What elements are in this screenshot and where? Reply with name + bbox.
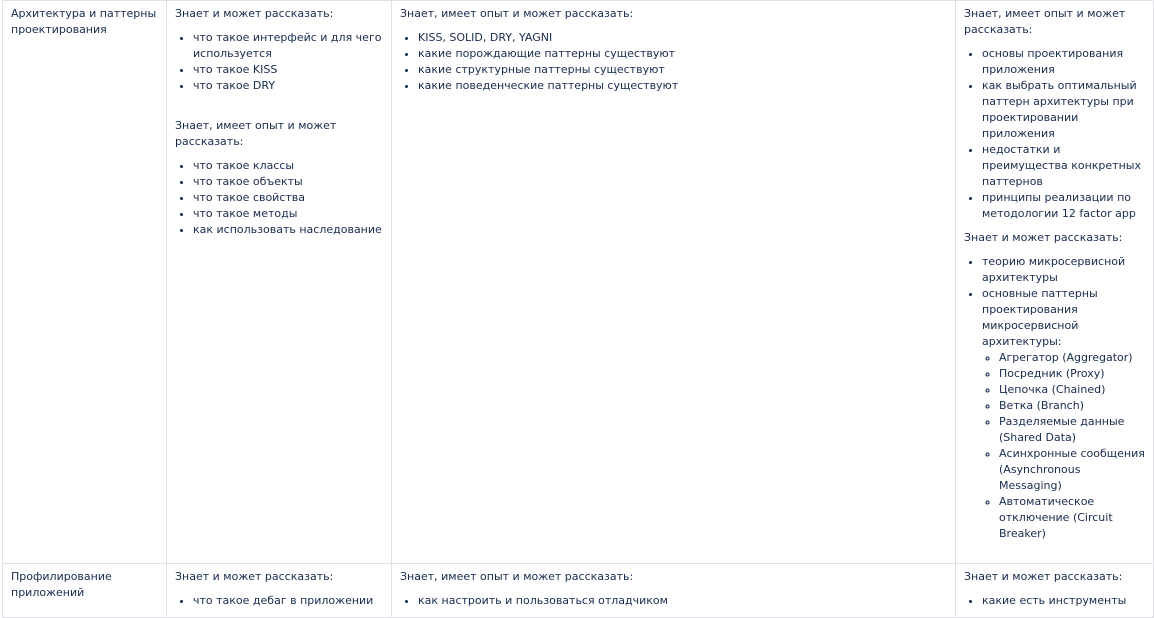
list-item: • недостатки и преимущества конкретных паттернов <box>982 142 1145 190</box>
list-item: • KISS, SOLID, DRY, YAGNI <box>418 30 947 46</box>
topic-label: Профилирование приложений <box>11 570 112 599</box>
level-cell <box>956 1 1154 564</box>
list-item <box>982 286 1145 542</box>
topic-cell <box>3 1 167 564</box>
list-item: • что такое классы <box>193 158 383 174</box>
bullet-list <box>964 254 1145 542</box>
list-item: • что такое KISS <box>193 62 383 78</box>
section-heading: Знает и может рассказать: <box>964 231 1123 244</box>
list-item: ◦ Асинхронные сообщения (Asynchronous Messaging) <box>999 446 1145 494</box>
list-item: • основы проектирования приложения <box>982 46 1145 78</box>
list-item-label: основные паттерны проектирования микросервисной архитектуры: <box>982 287 1098 348</box>
section-heading: Знает, имеет опыт и может рассказать: <box>175 119 337 148</box>
list-item: • как использовать наследование <box>193 222 383 238</box>
table-row <box>3 564 1154 618</box>
bullet-list <box>175 158 383 238</box>
section-heading: Знает, имеет опыт и может рассказать: <box>400 570 634 583</box>
section-heading: Знает и может рассказать: <box>175 570 334 583</box>
list-item: • теорию микросервисной архитектуры <box>982 254 1145 286</box>
list-item: • как выбрать оптимальный паттерн архитектуры при проектировании приложения <box>982 78 1145 142</box>
section-heading: Знает и может рассказать: <box>175 7 334 20</box>
list-item: • как настроить и пользоваться отладчиком <box>418 593 947 609</box>
bullet-list <box>400 30 947 94</box>
topic-cell <box>3 564 167 618</box>
list-item: • какие поведенческие паттерны существуют <box>418 78 947 94</box>
bullet-list <box>400 593 947 609</box>
list-item: ◦ Разделяемые данные (Shared Data) <box>999 414 1145 446</box>
table-row <box>3 1 1154 564</box>
list-item: • что такое объекты <box>193 174 383 190</box>
list-item: • принципы реализации по методологии 12 factor app <box>982 190 1145 222</box>
list-item: ◦ Агрегатор (Aggregator) <box>999 350 1145 366</box>
list-item: ◦ Цепочка (Chained) <box>999 382 1145 398</box>
list-item: • какие порождающие паттерны существуют <box>418 46 947 62</box>
competency-table <box>2 0 1154 618</box>
list-item: • что такое DRY <box>193 78 383 94</box>
section-heading: Знает, имеет опыт и может рассказать: <box>400 7 634 20</box>
list-item: ◦ Посредник (Proxy) <box>999 366 1145 382</box>
list-item: • какие есть инструменты <box>982 593 1145 609</box>
list-item: • какие структурные паттерны существуют <box>418 62 947 78</box>
level-cell <box>392 564 956 618</box>
level-cell <box>167 1 392 564</box>
list-item: • что такое дебаг в приложении <box>193 593 383 609</box>
list-item: • что такое свойства <box>193 190 383 206</box>
nested-bullet-list <box>982 350 1145 542</box>
level-cell <box>392 1 956 564</box>
level-cell <box>167 564 392 618</box>
bullet-list <box>964 46 1145 222</box>
section-heading: Знает, имеет опыт и может рассказать: <box>964 7 1126 36</box>
list-item: ◦ Ветка (Branch) <box>999 398 1145 414</box>
bullet-list <box>175 30 383 94</box>
list-item: ◦ Автоматическое отключение (Circuit Breaker) <box>999 494 1145 542</box>
list-item: • что такое методы <box>193 206 383 222</box>
bullet-list <box>964 593 1145 609</box>
section-heading: Знает и может рассказать: <box>964 570 1123 583</box>
topic-label: Архитектура и паттерны проектирования <box>11 7 157 36</box>
bullet-list <box>175 593 383 609</box>
list-item: • что такое интерфейс и для чего используется <box>193 30 383 62</box>
level-cell <box>956 564 1154 618</box>
